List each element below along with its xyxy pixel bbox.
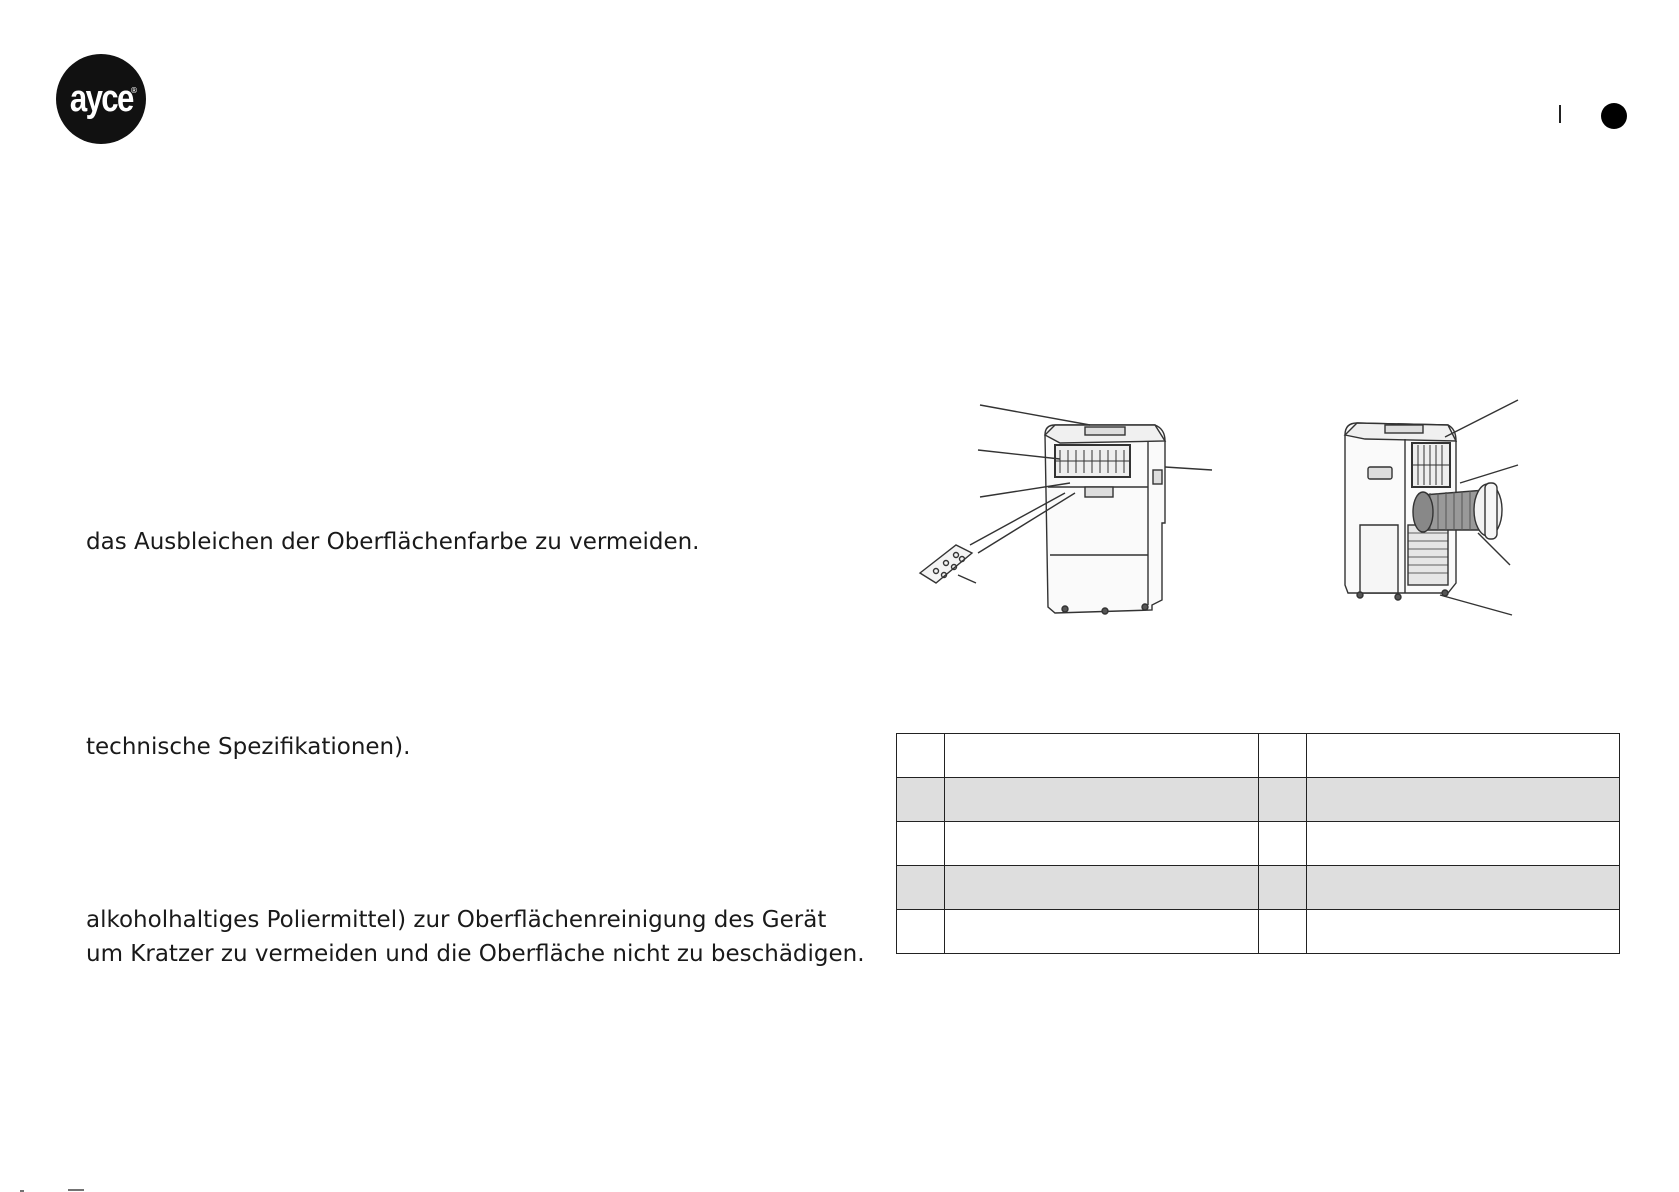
table-row bbox=[897, 778, 1620, 822]
part-name-cell bbox=[1306, 910, 1620, 954]
parts-table bbox=[896, 733, 1620, 954]
part-name-cell bbox=[945, 822, 1259, 866]
part-name-cell bbox=[1306, 866, 1620, 910]
paragraph-sun-fading bbox=[86, 525, 700, 559]
part-name-cell bbox=[1306, 822, 1620, 866]
paragraph-line: alkoholhaltiges Poliermittel) zur Oberflächenreinigung des Gerät bbox=[86, 907, 827, 933]
table-row bbox=[897, 866, 1620, 910]
part-number-cell bbox=[897, 778, 945, 822]
part-name-cell bbox=[1306, 734, 1620, 778]
paragraph-specifications bbox=[86, 730, 410, 764]
part-number-cell bbox=[897, 910, 945, 954]
part-number-cell bbox=[1258, 778, 1306, 822]
part-name-cell bbox=[945, 778, 1259, 822]
part-number-cell bbox=[1258, 734, 1306, 778]
part-name-cell bbox=[1306, 778, 1620, 822]
part-name-cell bbox=[945, 866, 1259, 910]
paragraph-cleaning bbox=[86, 903, 865, 971]
table-row bbox=[897, 734, 1620, 778]
part-name-cell bbox=[945, 910, 1259, 954]
table-row bbox=[897, 910, 1620, 954]
paragraph-line: das Ausbleichen der Oberflächenfarbe zu vermeiden. bbox=[86, 529, 700, 555]
paragraph-line: um Kratzer zu vermeiden und die Oberfläche nicht zu beschädigen. bbox=[86, 941, 865, 967]
part-name-cell bbox=[945, 734, 1259, 778]
air-conditioner-front-view bbox=[920, 405, 1212, 614]
page-indicator-dot bbox=[1601, 103, 1627, 129]
part-number-cell bbox=[1258, 910, 1306, 954]
product-illustration bbox=[900, 395, 1530, 665]
registered-mark: ® bbox=[130, 86, 138, 95]
part-number-cell bbox=[897, 734, 945, 778]
page-number-separator bbox=[1559, 105, 1561, 123]
brand-logo-text: ayce bbox=[69, 77, 133, 120]
part-number-cell bbox=[1258, 866, 1306, 910]
part-number-cell bbox=[897, 866, 945, 910]
part-number-cell bbox=[897, 822, 945, 866]
paragraph-line: technische Spezifikationen). bbox=[86, 734, 411, 760]
brand-logo bbox=[56, 54, 146, 144]
air-conditioner-rear-view bbox=[1345, 400, 1518, 615]
table-row bbox=[897, 822, 1620, 866]
cropped-footer-fragment bbox=[14, 1187, 84, 1192]
part-number-cell bbox=[1258, 822, 1306, 866]
